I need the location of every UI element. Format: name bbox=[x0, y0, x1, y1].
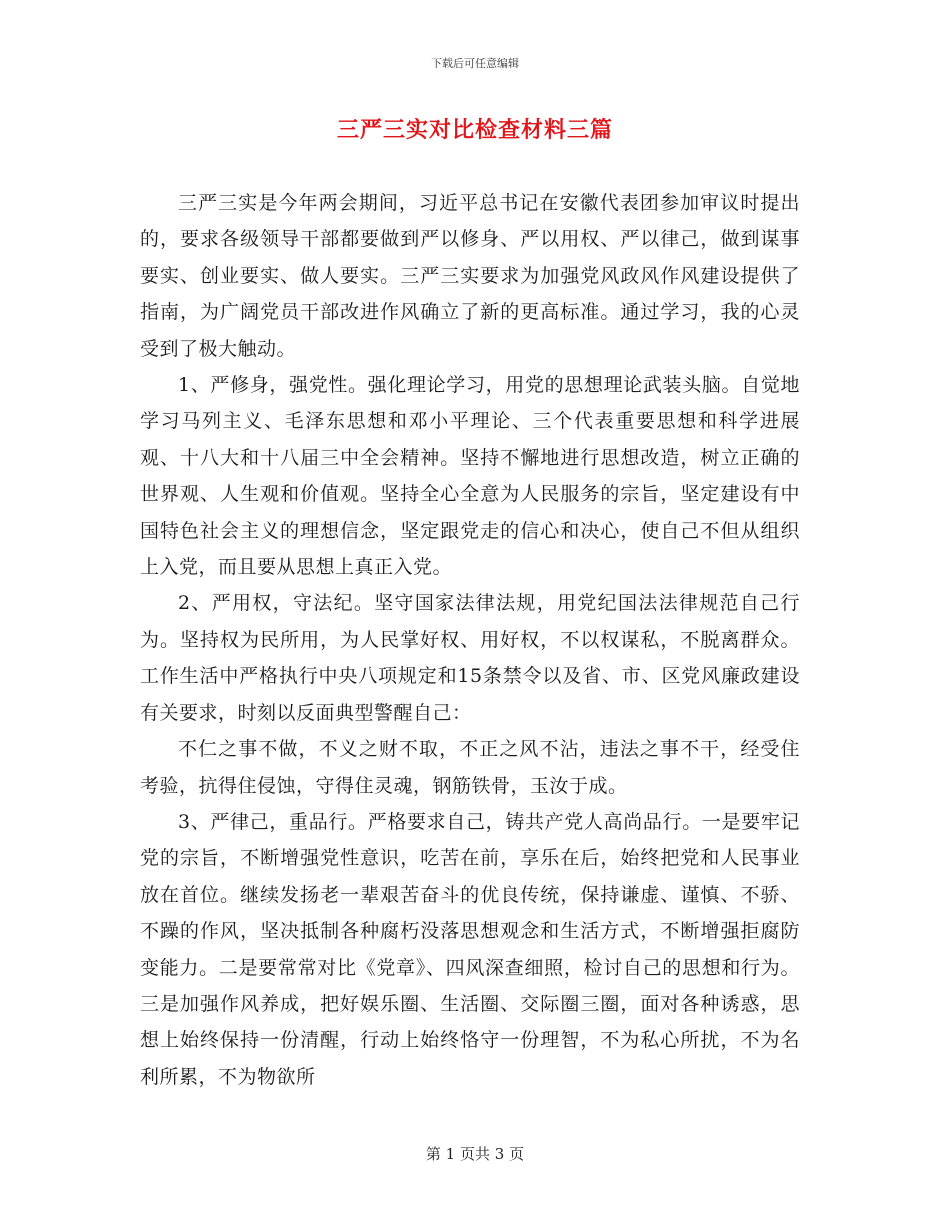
paragraph-section-1: 1、严修身，强党性。强化理论学习，用党的思想理论武装头脑。自觉地学习马列主义、毛泽东思想和邓小平理论、三个代表重要思想和科学进展观、十八大和十八届三中全会精神。坚持不懈地进行思想改造，树立正确的世界观、人生观和价值观。坚持全心全意为人民服务的宗旨，坚定建设有中国特色社会主义的理想信念，坚定跟党走的信心和决心，使自己不但从组织上入党，而且要从思想上真正入党。 bbox=[140, 374, 800, 579]
paragraph-section-3: 3、严律己，重品行。严格要求自己，铸共产党人高尚品行。一是要牢记党的宗旨，不断增强党性意识，吃苦在前，享乐在后，始终把党和人民事业放在首位。继续发扬老一辈艰苦奋斗的优良传统，保持谦虚、谨慎、不骄、不躁的作风，坚决抵制各种腐朽没落思想观念和生活方式，不断增强拒腐防变能力。二是要常常对比《党章》、四风深查细照，检讨自己的思想和行为。三是加强作风养成，把好娱乐圈、生活圈、交际圈三圈，面对各种诱惑，思想上始终保持一份清醒，行动上始终恪守一份理智，不为私心所扰，不为名利所累，不为物欲所 bbox=[140, 810, 800, 1088]
paragraph-intro: 三严三实是今年两会期间，习近平总书记在安徽代表团参加审议时提出的，要求各级领导干部都要做到严以修身、严以用权、严以律己，做到谋事要实、创业要实、做人要实。三严三实要求为加强党风政风作风建设提供了指南，为广阔党员干部改进作风确立了新的更高标准。通过学习，我的心灵受到了极大触动。 bbox=[140, 192, 800, 360]
paragraph-section-2: 2、严用权，守法纪。坚守国家法律法规，用党纪国法法律规范自己行为。坚持权为民所用，为人民掌好权、用好权，不以权谋私，不脱离群众。工作生活中严格执行中央八项规定和15条禁令以及省、市、区党风廉政建设有关要求，时刻以反面典型警醒自己： bbox=[140, 592, 800, 724]
paragraph-motto: 不仁之事不做，不义之财不取，不正之风不沾，违法之事不干，经受住考验，抗得住侵蚀，守得住灵魂，钢筋铁骨，玉汝于成。 bbox=[140, 738, 800, 797]
page-header-note: 下载后可任意编辑 bbox=[431, 57, 519, 70]
document-title: 三严三实对比检查材料三篇 bbox=[336, 118, 613, 143]
document-body bbox=[140, 185, 800, 1095]
page-number-footer: 第 1 页共 3 页 bbox=[425, 1145, 525, 1163]
